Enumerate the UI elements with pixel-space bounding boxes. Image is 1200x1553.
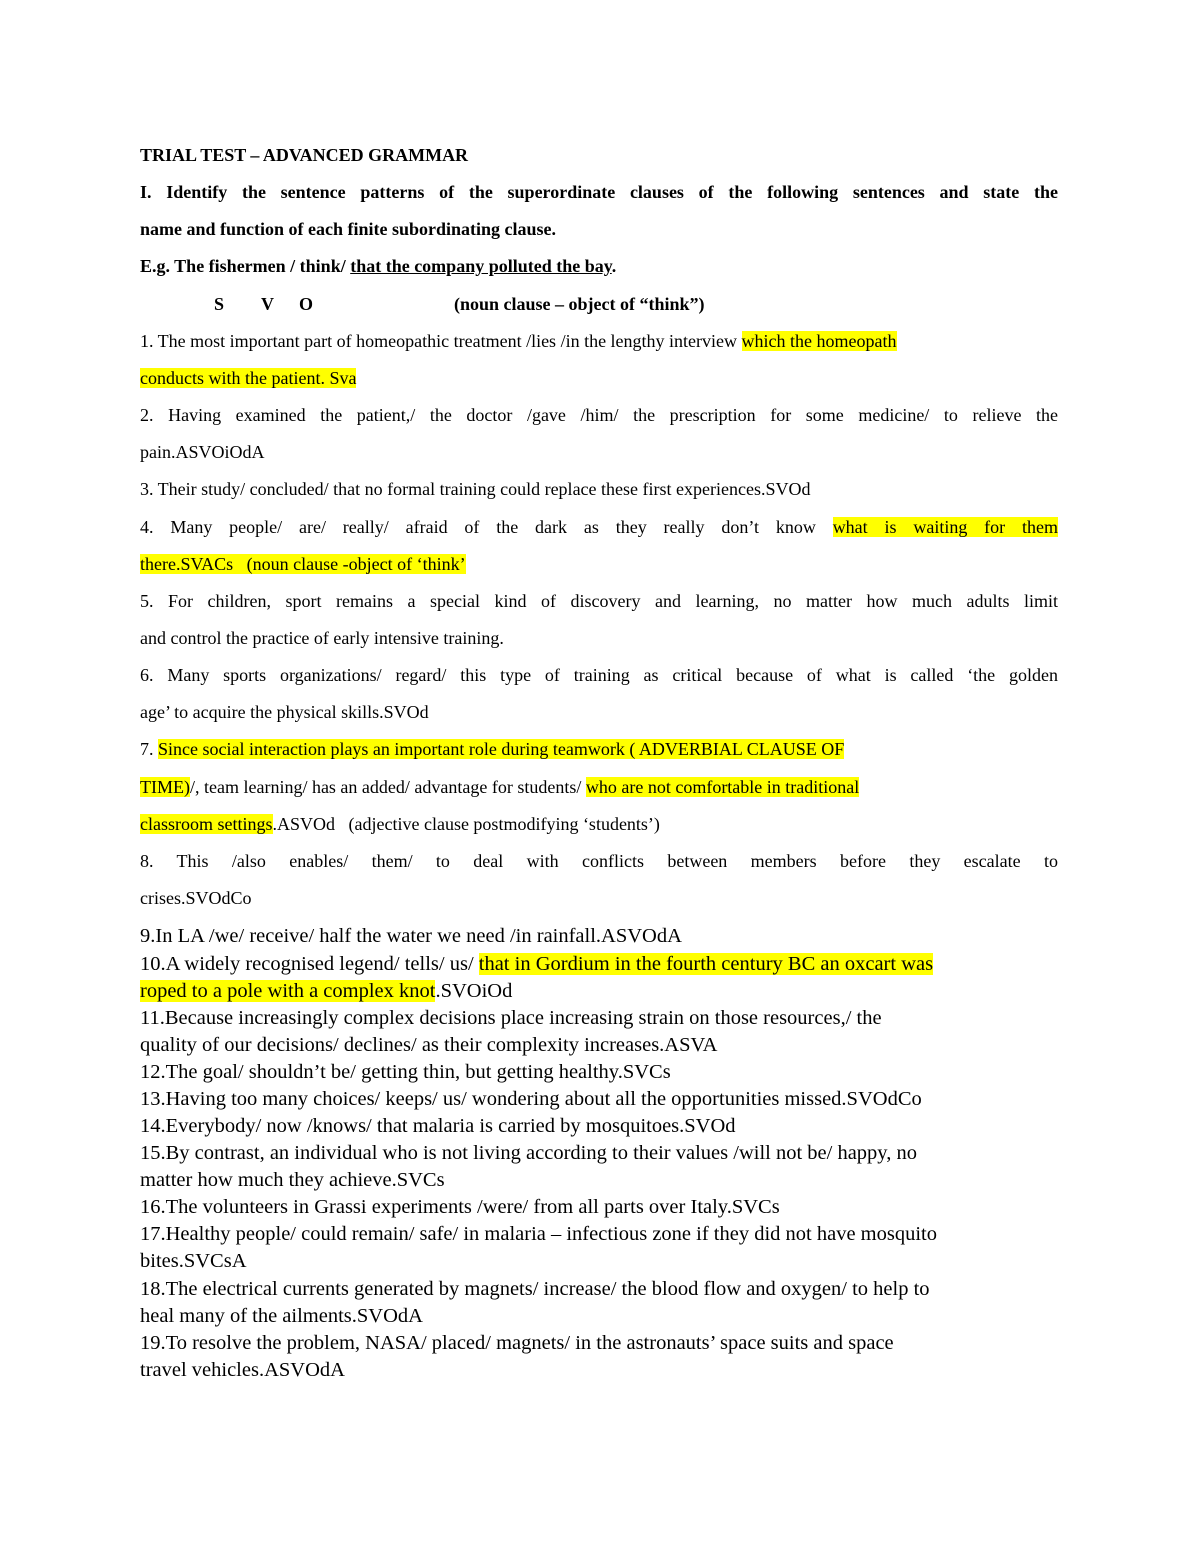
item-10-line-2: [140, 979, 512, 1003]
item-1-line-2: [140, 367, 356, 389]
pattern-v: V: [261, 294, 274, 314]
item-14: 14.Everybody/ now /knows/ that malaria is carried by mosquitoes.SVOd: [140, 1115, 736, 1137]
item-15-line-1: 15.By contrast, an individual who is not living according to their values /will not be/ happy, no: [140, 1142, 917, 1164]
item-19-line-2: travel vehicles.ASVOdA: [140, 1359, 345, 1381]
item-5-line-2: and control the practice of early intensive training.: [140, 628, 504, 648]
item-6-line-2: age’ to acquire the physical skills.SVOd: [140, 702, 429, 722]
item-7-line-1: [140, 738, 844, 760]
item-7-highlight-4: classroom settings: [140, 814, 273, 834]
item-10-line-1: [140, 952, 933, 976]
item-8-line-1: 8. This /also enables/ them/ to deal with conflicts between members before they escalate to: [140, 851, 1058, 871]
item-2-line-2: pain.ASVOiOdA: [140, 442, 265, 462]
item-18-line-2: heal many of the ailments.SVOdA: [140, 1305, 423, 1327]
item-10-highlight-2: roped to a pole with a complex knot: [140, 980, 436, 1002]
item-6-line-1: 6. Many sports organizations/ regard/ this type of training as critical because of what is called ‘the golden: [140, 665, 1058, 685]
item-1-text: 1. The most important part of homeopathic treatment /lies /in the lengthy interview: [140, 331, 742, 351]
item-13: 13.Having too many choices/ keeps/ us/ wondering about all the opportunities missed.SVOdCo: [140, 1088, 922, 1110]
item-19-line-1: 19.To resolve the problem, NASA/ placed/ magnets/ in the astronauts’ space suits and space: [140, 1332, 894, 1354]
item-15-line-2: matter how much they achieve.SVCs: [140, 1169, 445, 1191]
item-11-line-2: quality of our decisions/ declines/ as their complexity increases.ASVA: [140, 1034, 718, 1056]
item-16: 16.The volunteers in Grassi experiments /were/ from all parts over Italy.SVCs: [140, 1196, 780, 1218]
item-4-line-2: [140, 553, 466, 575]
example-note: (noun clause – object of “think”): [454, 294, 705, 314]
item-10-text: 10.A widely recognised legend/ tells/ us/: [140, 953, 479, 975]
item-18-line-1: 18.The electrical currents generated by magnets/ increase/ the blood flow and oxygen/ to help to: [140, 1278, 930, 1300]
item-1-highlight-2: conducts with the patient. Sva: [140, 368, 357, 388]
item-7-highlight-3: who are not comfortable in traditional: [585, 777, 860, 797]
item-7-text-2: .ASVOd (adjective clause postmodifying ‘students’): [272, 814, 660, 834]
item-4-line-1: [140, 516, 1058, 538]
item-7-number: 7.: [140, 739, 158, 759]
example-sentence: [140, 255, 616, 277]
item-9: 9.In LA /we/ receive/ half the water we need /in rainfall.ASVOdA: [140, 925, 682, 947]
item-2-line-1: 2. Having examined the patient,/ the doctor /gave /him/ the prescription for some medicine/ to relieve the: [140, 405, 1058, 425]
example-prefix: E.g. The fishermen / think/: [140, 256, 351, 276]
item-5-line-1: 5. For children, sport remains a special kind of discovery and learning, no matter how much adults limit: [140, 591, 1058, 611]
item-1-highlight: which the homeopath: [741, 331, 897, 351]
item-4-highlight: what is waiting for them: [832, 517, 1058, 537]
pattern-s: S: [214, 294, 225, 314]
example-end: .: [611, 256, 617, 276]
item-10-highlight: that in Gordium in the fourth century BC an oxcart was: [478, 953, 934, 975]
item-4-highlight-2: there.SVACs (noun clause -object of ‘think’: [140, 554, 466, 574]
pattern-o: O: [299, 294, 314, 314]
item-7-line-2: [140, 776, 859, 798]
item-3: 3. Their study/ concluded/ that no formal training could replace these first experiences.SVOd: [140, 479, 811, 499]
instructions-line-2: name and function of each finite subordinating clause.: [140, 219, 557, 239]
item-7-text: /, team learning/ has an added/ advantage for students/: [189, 777, 586, 797]
instructions-line-1: I. Identify the sentence patterns of the superordinate clauses of the following sentences and state the: [140, 182, 1058, 202]
item-10-text-2: .SVOiOd: [435, 980, 513, 1002]
item-4-text: 4. Many people/ are/ really/ afraid of the dark as they really don’t know: [140, 517, 833, 537]
item-7-line-3: [140, 813, 660, 835]
item-12: 12.The goal/ shouldn’t be/ getting thin, but getting healthy.SVCs: [140, 1061, 671, 1083]
document-title: TRIAL TEST – ADVANCED GRAMMAR: [140, 145, 469, 165]
example-underlined-clause: that the company polluted the bay: [350, 256, 612, 276]
item-7-highlight-2: TIME): [140, 777, 190, 797]
item-8-line-2: crises.SVOdCo: [140, 888, 252, 908]
item-7-highlight: Since social interaction plays an important role during teamwork ( ADVERBIAL CLAUSE OF: [158, 739, 845, 759]
item-1-line-1: [140, 330, 897, 352]
item-17-line-2: bites.SVCsA: [140, 1250, 247, 1272]
item-17-line-1: 17.Healthy people/ could remain/ safe/ in malaria – infectious zone if they did not have mosquito: [140, 1223, 937, 1245]
item-11-line-1: 11.Because increasingly complex decisions place increasing strain on those resources,/ the: [140, 1007, 882, 1029]
